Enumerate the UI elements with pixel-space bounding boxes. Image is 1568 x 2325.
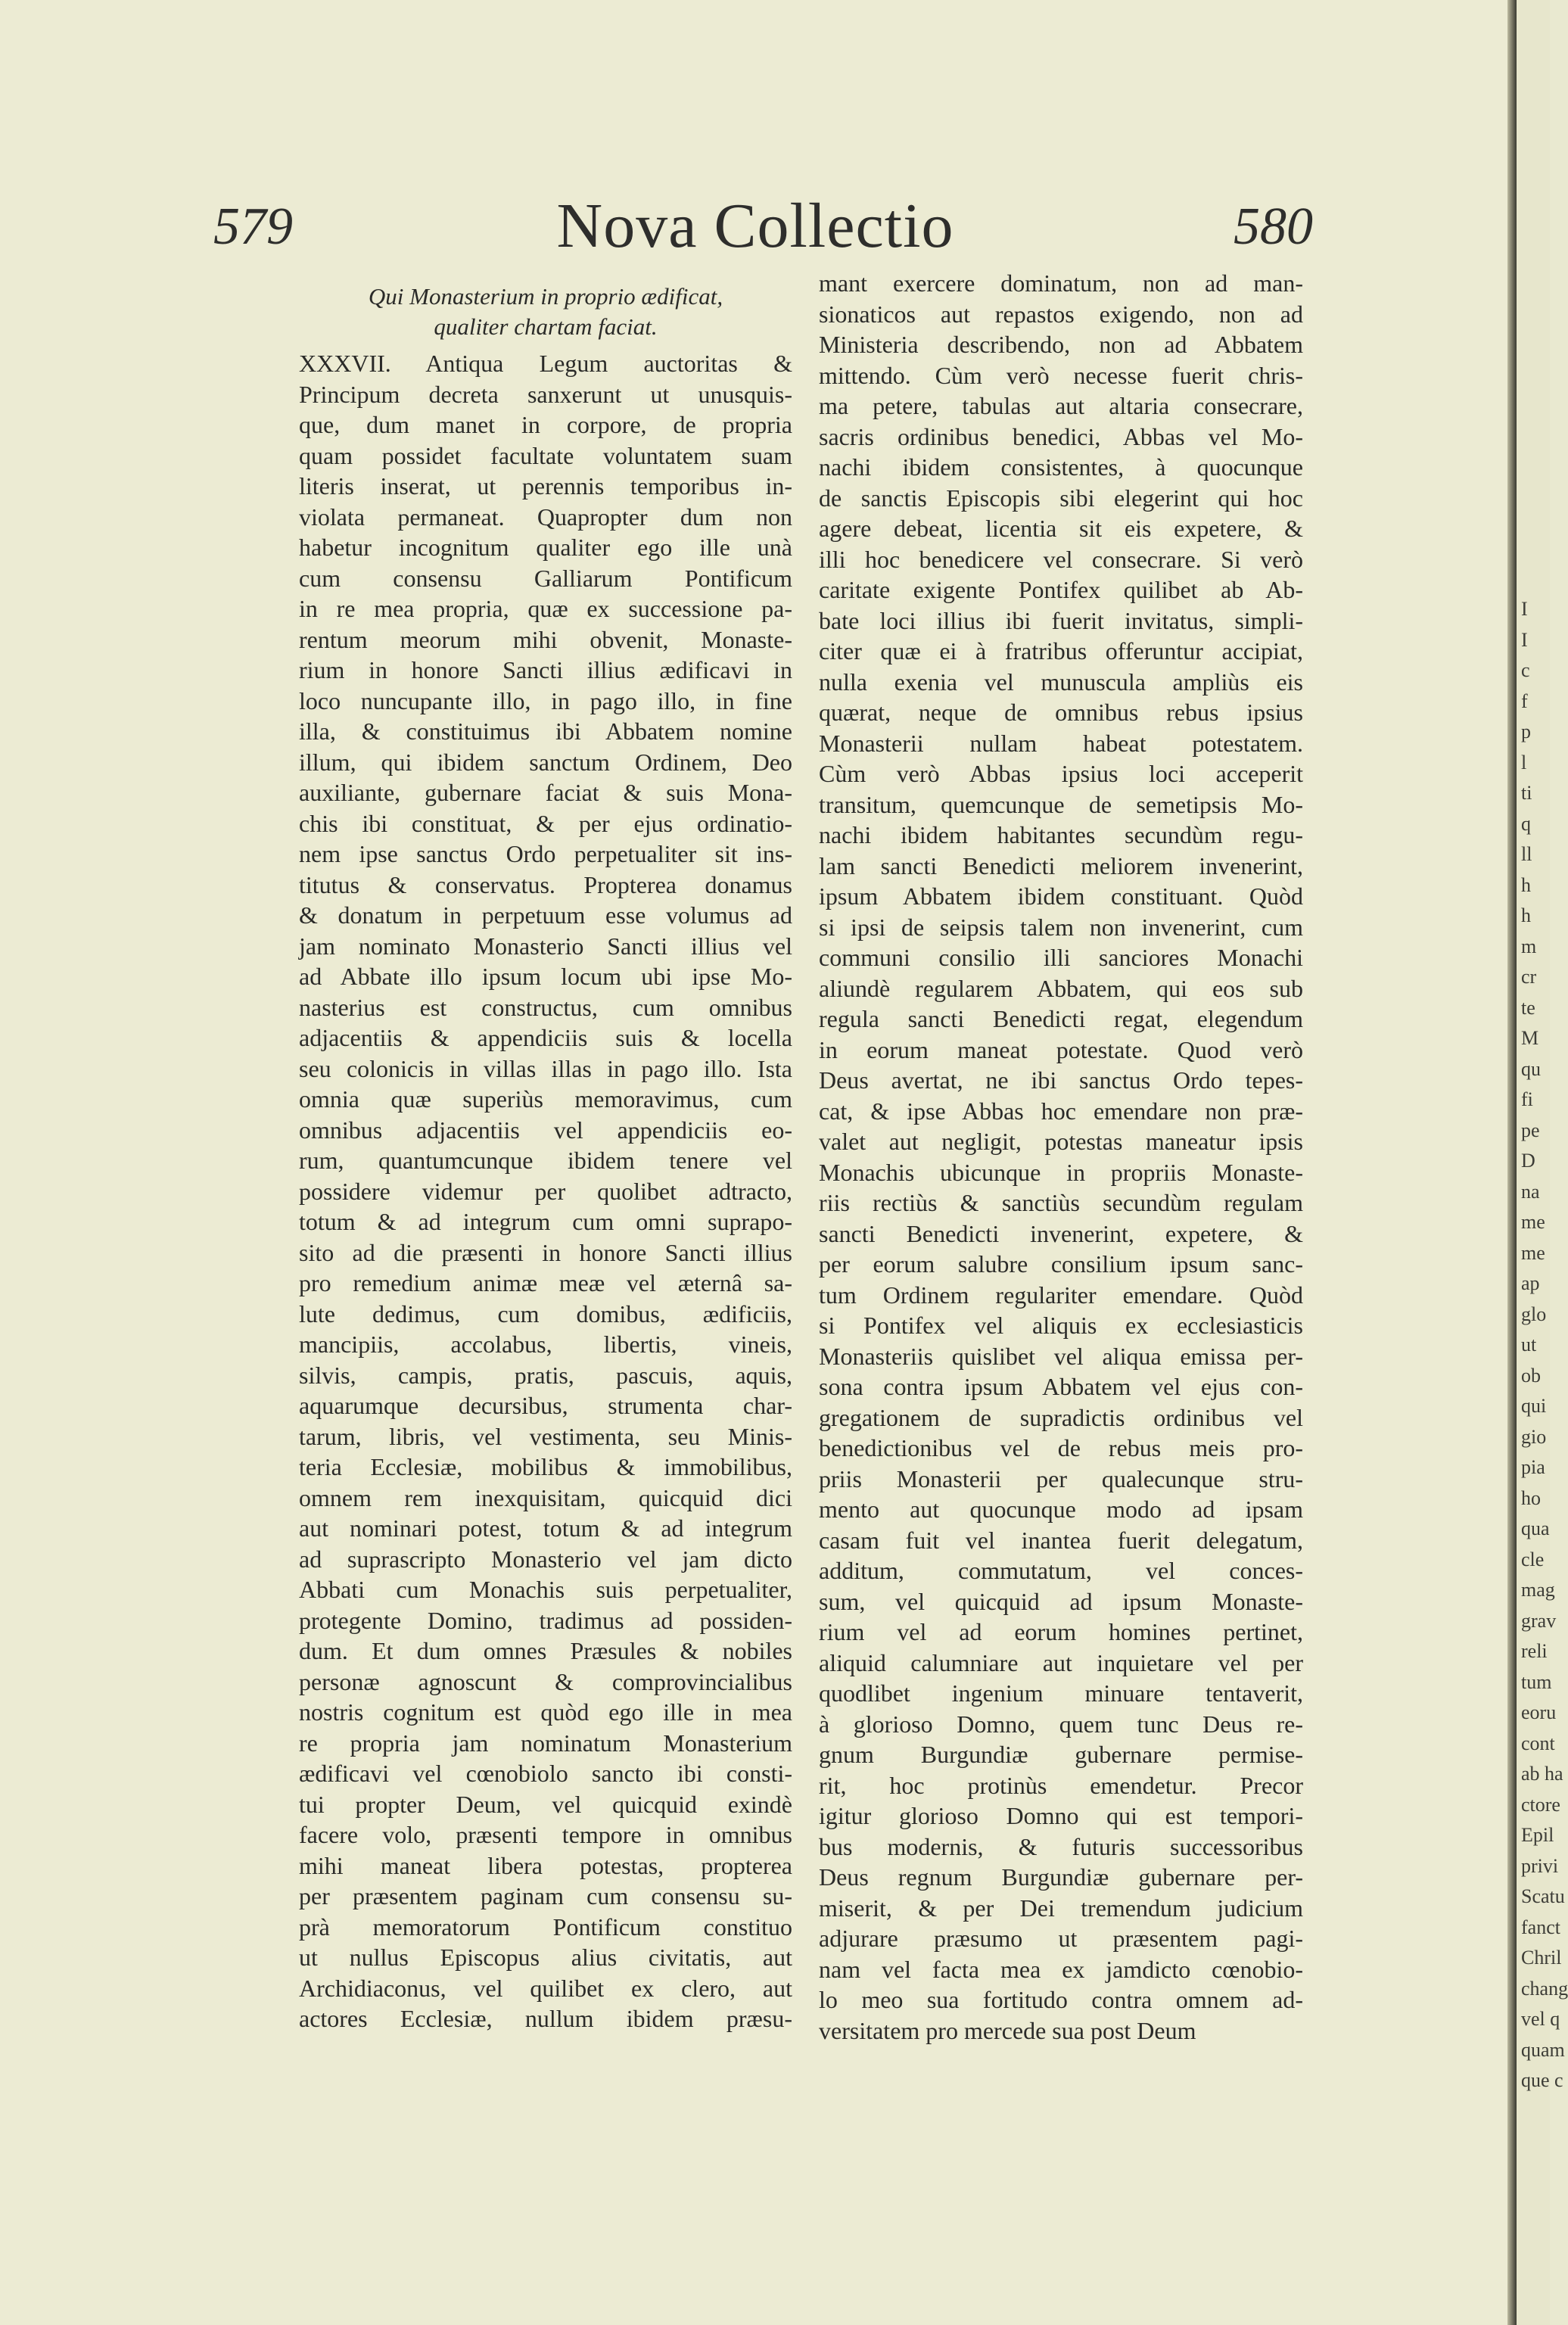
text-line: nasterius est constructus, cum omnibus: [299, 993, 792, 1021]
text-line: igitur glorioso Domno qui est tempori-: [819, 1802, 1303, 1829]
facing-page-fragment: me: [1521, 1241, 1545, 1264]
facing-page-fragment: p: [1521, 721, 1531, 742]
facing-page-fragment: eoru: [1521, 1701, 1557, 1723]
text-line: ædificavi vel cœnobiolo sancto ibi consti-: [299, 1760, 792, 1787]
left-text-column: [299, 282, 792, 2034]
facing-page-fragment: ll: [1521, 843, 1532, 865]
text-line: illum, qui ibidem sanctum Ordinem, Deo: [299, 748, 792, 776]
facing-page-fragment: grav: [1521, 1609, 1557, 1632]
facing-page-fragment: pe: [1521, 1119, 1540, 1141]
text-line: quærat, neque de omnibus rebus ipsius: [819, 699, 1303, 726]
facing-page-fragment: D: [1521, 1150, 1535, 1172]
text-line: literis inserat, ut perennis temporibus in-: [299, 472, 792, 500]
text-line: sacris ordinibus benedici, Abbas vel Mo-: [819, 422, 1303, 450]
facing-page-fragment: m: [1521, 935, 1537, 957]
facing-page-fragment: reli: [1521, 1640, 1548, 1662]
facing-page-fragment: q: [1521, 812, 1531, 835]
facing-page-fragment: ob: [1521, 1364, 1541, 1387]
text-line: tum Ordinem regulariter emendare. Quòd: [819, 1281, 1303, 1309]
facing-page-fragment: I: [1521, 598, 1528, 620]
text-line: citer quæ ei à fratribus offeruntur accipiat,: [819, 637, 1303, 665]
facing-page-fragment: gio: [1521, 1425, 1547, 1448]
text-line: per eorum salubre consilium ipsum sanc-: [819, 1250, 1303, 1278]
facing-page-fragment: fi: [1521, 1088, 1533, 1110]
text-line: omnem rem inexquisitam, quicquid dici: [299, 1483, 792, 1511]
text-line: Ministeria describendo, non ad Abbatem: [819, 331, 1303, 358]
text-line: sona contra ipsum Abbatem vel ejus con-: [819, 1373, 1303, 1400]
facing-page-fragment: M: [1521, 1027, 1539, 1049]
text-line: sancti Benedicti invenerint, expetere, &: [819, 1219, 1303, 1247]
text-line: mittendo. Cùm verò necesse fuerit chris-: [819, 361, 1303, 389]
text-line: tui propter Deum, vel quicquid exindè: [299, 1790, 792, 1818]
text-line: rium in honore Sancti illius ædificavi in: [299, 656, 792, 683]
facing-page-fragment: quam: [1521, 2038, 1565, 2061]
text-line: ipsum Abbatem ibidem constituant. Quòd: [819, 882, 1303, 910]
right-text-column: [819, 268, 1303, 2046]
facing-page-fragment: qua: [1521, 1517, 1550, 1539]
text-line: violata permaneat. Quapropter dum non: [299, 503, 792, 531]
text-line: mento aut quocunque modo ad ipsam: [819, 1496, 1303, 1523]
text-line: additum, commutatum, vel conces-: [819, 1557, 1303, 1584]
facing-page-fragment: pia: [1521, 1456, 1545, 1478]
text-line: jam nominato Monasterio Sancti illius vel: [299, 932, 792, 960]
text-line: mihi maneat libera potestas, propterea: [299, 1851, 792, 1879]
text-line: si Pontifex vel aliquis ex ecclesiasticis: [819, 1312, 1303, 1339]
text-line: Abbati cum Monachis suis perpetualiter,: [299, 1576, 792, 1603]
text-line: aliquid calumniare aut inquietare vel per: [819, 1648, 1303, 1676]
text-line: illa, & constituimus ibi Abbatem nomine: [299, 717, 792, 745]
left-page-number: 579: [213, 198, 293, 256]
text-line: communi consilio illi sanciores Monachi: [819, 944, 1303, 971]
facing-page-fragment: privi: [1521, 1854, 1559, 1877]
text-line: loco nuncupante illo, in pago illo, in fine: [299, 686, 792, 714]
facing-page-fragment: c: [1521, 659, 1530, 681]
text-line: dum. Et dum omnes Præsules & nobiles: [299, 1637, 792, 1664]
facing-page-fragment: qu: [1521, 1057, 1541, 1080]
facing-page-edge: [1517, 0, 1568, 2325]
text-line: regula sancti Benedicti regat, elegendum: [819, 1005, 1303, 1032]
facing-page-fragment: tum: [1521, 1670, 1552, 1693]
text-line: valet aut negligit, potestas maneatur ipsis: [819, 1128, 1303, 1155]
facing-page-fragment: te: [1521, 996, 1535, 1019]
text-line: nam vel facta mea ex jamdicto cœnobio-: [819, 1955, 1303, 1983]
facing-page-fragment: que c: [1521, 2069, 1563, 2091]
facing-page-fragment: cr: [1521, 966, 1537, 988]
facing-page-fragment: ap: [1521, 1272, 1540, 1294]
text-line: que, dum manet in corpore, de propria: [299, 411, 792, 438]
text-line: quam possidet facultate voluntatem suam: [299, 441, 792, 469]
text-line: quodlibet ingenium minuare tentaverit,: [819, 1679, 1303, 1707]
facing-page-fragment: Epil: [1521, 1824, 1554, 1846]
text-line: aut nominari potest, totum & ad integrum: [299, 1514, 792, 1542]
text-line: versitatem pro mercede sua post Deum: [819, 2016, 1196, 2044]
text-line: illi hoc benedicere vel consecrare. Si verò: [819, 545, 1303, 573]
text-line: Monachis ubicunque in propriis Monaste-: [819, 1158, 1303, 1186]
text-line: totum & ad integrum cum omni suprapo-: [299, 1208, 792, 1235]
text-line: protegente Domino, tradimus ad possiden-: [299, 1606, 792, 1634]
text-line: nachi ibidem consistentes, à quocunque: [819, 453, 1303, 481]
text-line: facere volo, præsenti tempore in omnibus: [299, 1821, 792, 1848]
text-line: Principum decreta sanxerunt ut unusquis-: [299, 380, 792, 408]
text-line: lute dedimus, cum domibus, ædificiis,: [299, 1299, 792, 1327]
text-line: riis rectiùs & sanctiùs secundùm regulam: [819, 1189, 1303, 1216]
text-line: si ipsi de seipsis talem non invenerint, cum: [819, 913, 1303, 941]
text-line: cat, & ipse Abbas hoc emendare non præ-: [819, 1097, 1303, 1125]
text-line: habetur incognitum qualiter ego ille unà: [299, 534, 792, 561]
text-line: nulla exenia vel munuscula ampliùs eis: [819, 668, 1303, 696]
facing-page-fragment: glo: [1521, 1303, 1547, 1325]
text-line: caritate exigente Pontifex quilibet ab Ab-: [819, 576, 1303, 603]
text-line: rium vel ad eorum homines pertinet,: [819, 1618, 1303, 1645]
facing-page-fragment: Chril: [1521, 1947, 1562, 1969]
text-line: à glorioso Domno, quem tunc Deus re-: [819, 1710, 1303, 1738]
text-line: titutus & conservatus. Propterea donamus: [299, 870, 792, 898]
facing-page-fragment: h: [1521, 873, 1531, 896]
facing-page-fragment: qui: [1521, 1395, 1547, 1417]
text-line: omnibus adjacentiis vel appendiciis eo-: [299, 1116, 792, 1144]
text-line: aquarumque decursibus, strumenta char-: [299, 1392, 792, 1419]
text-line: adjacentiis & appendiciis suis & locella: [299, 1024, 792, 1051]
facing-page-fragment: mag: [1521, 1579, 1555, 1601]
facing-page-fragment: chang: [1521, 1977, 1568, 2000]
text-line: personæ agnoscunt & comprovincialibus: [299, 1667, 792, 1695]
text-line: teria Ecclesiæ, mobilibus & immobilibus,: [299, 1453, 792, 1480]
text-line: bus modernis, & futuris successoribus: [819, 1832, 1303, 1860]
text-line: Monasterii nullam habeat potestatem.: [819, 729, 1303, 757]
facing-page-fragment: fanct: [1521, 1916, 1560, 1938]
text-line: lam sancti Benedicti meliorem invenerint,: [819, 851, 1303, 879]
text-line: Cùm verò Abbas ipsius loci acceperit: [819, 760, 1303, 787]
text-line: re propria jam nominatum Monasterium: [299, 1729, 792, 1757]
text-line: ad Abbate illo ipsum locum ubi ipse Mo-: [299, 963, 792, 990]
text-line: nachi ibidem habitantes secundùm regu-: [819, 821, 1303, 848]
text-line: per præsentem paginam cum consensu su-: [299, 1882, 792, 1909]
text-line: lo meo sua fortitudo contra omnem ad-: [819, 1986, 1303, 2013]
text-line: possidere videmur per quolibet adtracto,: [299, 1177, 792, 1205]
section-rubric-line: qualiter chartam faciat.: [434, 313, 658, 340]
right-page-number: 580: [1234, 198, 1313, 256]
running-title: Nova Collectio: [556, 191, 954, 261]
text-line: gnum Burgundiæ gubernare permise-: [819, 1741, 1303, 1768]
text-line: silvis, campis, pratis, pascuis, aquis,: [299, 1361, 792, 1389]
text-line: adjurare præsumo ut præsentem pagi-: [819, 1925, 1303, 1952]
text-line: Deus regnum Burgundiæ gubernare per-: [819, 1863, 1303, 1891]
facing-page-fragment: Scatu: [1521, 1885, 1565, 1907]
text-line: sionaticos aut repastos exigendo, non ad: [819, 300, 1303, 328]
facing-page-fragment: h: [1521, 904, 1531, 926]
text-line: mant exercere dominatum, non ad man-: [819, 269, 1303, 297]
text-line: tarum, libris, vel vestimenta, seu Minis-: [299, 1422, 792, 1450]
text-line: seu colonicis in villas illas in pago illo. Ista: [299, 1054, 792, 1082]
text-line: pro remedium animæ meæ vel æternâ sa-: [299, 1269, 792, 1296]
facing-page-fragment: cle: [1521, 1548, 1545, 1570]
facing-page-fragment: l: [1521, 751, 1527, 773]
facing-page-fragment: na: [1521, 1180, 1540, 1203]
facing-page-fragment: me: [1521, 1211, 1545, 1233]
text-line: aliundè regularem Abbatem, qui eos sub: [819, 974, 1303, 1002]
text-line: priis Monasterii per qualecunque stru-: [819, 1464, 1303, 1492]
facing-page-fragment: ab ha: [1521, 1763, 1563, 1785]
facing-page-fragment: ti: [1521, 782, 1532, 804]
text-line: actores Ecclesiæ, nullum ibidem præsu-: [299, 2005, 792, 2032]
text-line: ad suprascripto Monasterio vel jam dicto: [299, 1545, 792, 1573]
text-line: gregationem de supradictis ordinibus vel: [819, 1403, 1303, 1431]
text-line: chis ibi constituat, & per ejus ordinatio-: [299, 809, 792, 837]
book-gutter: [1507, 0, 1517, 2325]
text-line: & donatum in perpetuum esse volumus ad: [299, 901, 792, 929]
text-line: Deus avertat, ne ibi sanctus Ordo tepes-: [819, 1066, 1303, 1094]
text-line: ut nullus Episcopus alius civitatis, aut: [299, 1944, 792, 1971]
facing-page-fragment: ctore: [1521, 1793, 1560, 1816]
text-line: sito ad die præsenti in honore Sancti illius: [299, 1238, 792, 1266]
text-line: XXXVII. Antiqua Legum auctoritas &: [299, 350, 792, 377]
facing-page-fragment: f: [1521, 689, 1528, 712]
text-line: miserit, & per Dei tremendum judicium: [819, 1894, 1303, 1922]
text-line: rum, quantumcunque ibidem tenere vel: [299, 1147, 792, 1174]
text-line: prà memoratorum Pontificum constituo: [299, 1913, 792, 1941]
text-line: nem ipse sanctus Ordo perpetualiter sit ins-: [299, 840, 792, 867]
text-line: sum, vel quicquid ad ipsum Monaste-: [819, 1587, 1303, 1615]
text-line: casam fuit vel inantea fuerit delegatum,: [819, 1526, 1303, 1554]
text-line: benedictionibus vel de rebus meis pro-: [819, 1434, 1303, 1461]
section-rubric-line: Qui Monasterium in proprio ædificat,: [368, 283, 723, 310]
text-line: mancipiis, accolabus, libertis, vineis,: [299, 1331, 792, 1358]
text-line: rit, hoc protinùs emendetur. Precor: [819, 1771, 1303, 1799]
text-line: bate loci illius ibi fuerit invitatus, simpli-: [819, 606, 1303, 634]
text-line: Archidiaconus, vel quilibet ex clero, aut: [299, 1974, 792, 2002]
text-line: ma petere, tabulas aut altaria consecrare,: [819, 392, 1303, 419]
text-line: Monasteriis quislibet vel aliqua emissa per-: [819, 1342, 1303, 1370]
text-line: cum consensu Galliarum Pontificum: [299, 564, 792, 592]
page-header: [0, 189, 1510, 261]
facing-page-fragment: cont: [1521, 1732, 1555, 1754]
facing-page-fragment: I: [1521, 628, 1528, 651]
text-line: in eorum maneat potestate. Quod verò: [819, 1035, 1303, 1063]
text-line: agere debeat, licentia sit eis expetere, &: [819, 515, 1303, 542]
text-line: rentum meorum mihi obvenit, Monaste-: [299, 625, 792, 653]
text-line: nostris cognitum est quòd ego ille in mea: [299, 1698, 792, 1726]
text-line: transitum, quemcunque de semetipsis Mo-: [819, 790, 1303, 818]
facing-page-fragment: vel q: [1521, 2008, 1560, 2030]
text-line: omnia quæ superiùs memoravimus, cum: [299, 1085, 792, 1113]
facing-page-fragment: ut: [1521, 1334, 1537, 1355]
text-line: in re mea propria, quæ ex successione pa-: [299, 595, 792, 622]
facing-page-fragment: ho: [1521, 1486, 1541, 1509]
text-line: auxiliante, gubernare faciat & suis Mona-: [299, 779, 792, 806]
text-line: de sanctis Episcopis sibi elegerint qui hoc: [819, 484, 1303, 512]
